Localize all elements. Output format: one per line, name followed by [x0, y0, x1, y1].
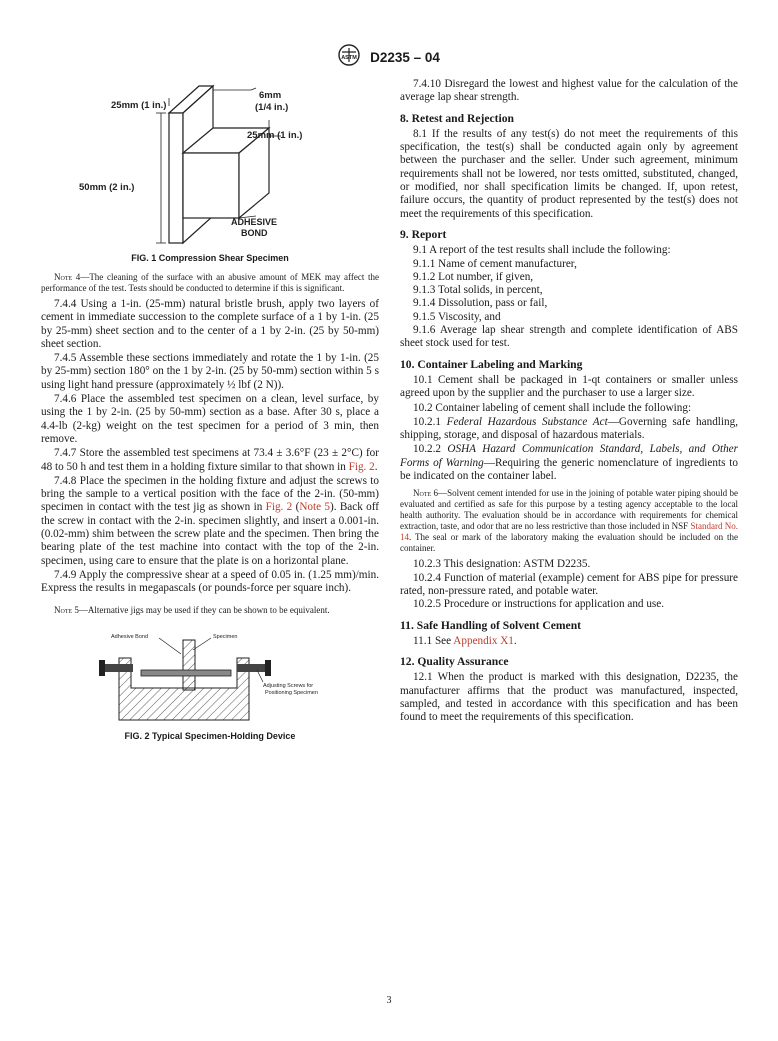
- compression-shear-specimen-drawing: [41, 78, 379, 248]
- label-thickness-in: (1/4 in.): [255, 102, 289, 113]
- section-9-heading: 9. Report: [400, 227, 447, 241]
- label-screws-2: Positioning Specimen: [265, 689, 318, 696]
- paragraph-10-1: 10.1 Cement shall be packaged in 1-qt containers or smaller unless agreed upon by the supplier and the purchaser to use a larger size.: [400, 373, 738, 400]
- specimen-holding-device-drawing: [41, 630, 379, 726]
- nsf-standard-link[interactable]: Standard No. 14: [400, 521, 738, 543]
- document-designation: D2235 – 04: [370, 50, 440, 65]
- astm-logo-icon: [338, 44, 360, 71]
- section-10-heading: 10. Container Labeling and Marking: [400, 357, 583, 371]
- note-5-link[interactable]: Note 5: [299, 501, 330, 514]
- paragraph-9-1-6: 9.1.6 Average lap shear strength and complete identification of ABS sheet stock used for test.: [400, 324, 738, 350]
- section-11-heading: 11. Safe Handling of Solvent Cement: [400, 618, 581, 632]
- figure-1-caption: FIG. 1 Compression Shear Specimen: [131, 253, 289, 264]
- fig-2-link[interactable]: Fig. 2: [348, 460, 375, 473]
- label-thickness: 6mm: [259, 90, 282, 101]
- label-screws-1: Adjusting Screws for: [263, 682, 314, 689]
- note-5: Note 5—Alternative jigs may be used if they can be shown to be equivalent.: [54, 604, 330, 615]
- figure-2: [41, 630, 379, 744]
- left-column: [41, 78, 379, 743]
- page-number: 3: [386, 995, 392, 1006]
- paragraph-10-2: 10.2 Container labeling of cement shall include the following:: [413, 401, 692, 414]
- appendix-x1-link[interactable]: Appendix X1: [453, 634, 514, 647]
- page-header: [0, 44, 778, 71]
- paragraph-10-2-4: 10.2.4 Function of material (example) cement for ABS pipe for pressure rated, non-pressure rated, and potable water.: [400, 571, 738, 597]
- paragraph-7-4-9: 7.4.9 Apply the compressive shear at a speed of 0.05 in. (1.25 mm)/min. Express the results in megapascals (or pounds-force per square inch).: [41, 568, 379, 595]
- label-top-width: 25mm (1 in.): [111, 100, 167, 111]
- section-12-heading: 12. Quality Assurance: [400, 655, 509, 669]
- paragraph-7-4-8: 7.4.8 Place the specimen in the holding fixture and adjust the screws to bring the sample to a vertical position with the face of the 2-in. (50-mm) specimen in contact with the test jig as shown in Fig. 2 (Note 5). Back off the screw in contact with the 2-in. specimen slightly, and insert a 0.001-in. (0.02-mm) shim between the screw plate and the specimen. Then bring the bearing plate of the test machine into contact with the top of the 2-in. specimen, using care to ensure that the plate is on a horizontal plane.: [41, 474, 379, 567]
- svg-text:ASTM: ASTM: [341, 55, 357, 61]
- paragraph-7-4-7: 7.4.7 Store the assembled test specimens at 73.4 ± 3.6°F (23 ± 2°C) for 48 to 50 h and test them in a holding fixture similar to that shown in Fig. 2.: [41, 447, 379, 473]
- figure-2-caption: FIG. 2 Typical Specimen-Holding Device: [124, 730, 296, 741]
- label-bond: BOND: [241, 228, 268, 238]
- paragraph-7-4-5: 7.4.5 Assemble these sections immediately and rotate the 1 by 1-in. (25 by 25-mm) section 180° on the 1 by 2-in. (25 by 50-mm) section within 5 s using light hand pressure (approximately ½ lbf (2 N)).: [41, 352, 379, 391]
- fig-2-link[interactable]: Fig. 2: [265, 501, 293, 514]
- paragraph-9-1-4: 9.1.4 Dissolution, pass or fail,: [413, 297, 548, 310]
- right-column: [400, 78, 738, 725]
- paragraph-9-1: 9.1 A report of the test results shall include the following:: [413, 244, 671, 257]
- note-6: Note 6—Solvent cement intended for use in the joining of potable water piping should be evaluated and certified as safe for this purpose by a testing agency acceptable to the local health authority. The evaluation should be in accordance with requirements for chemical extraction, taste, and odor that are no less restrictive than those included in NSF Standard No. 14. The seal or mark of the laboratory making the evaluation should be included on the container.: [400, 488, 739, 554]
- paragraph-9-1-5: 9.1.5 Viscosity, and: [413, 310, 501, 323]
- paragraph-10-2-3: 10.2.3 This designation: ASTM D2235.: [413, 558, 591, 571]
- paragraph-8-1: 8.1 If the results of any test(s) do not meet the requirements of this specification, the test(s) shall be conducted again only by agreement between the purchaser and the seller. Under such agreement, minimum requirements shall not be lowered, nor tests omitted, substituted, changed, or modified, nor shall specification limits be changed. If, upon retest, failure occurs, the quantity of product represented by the test(s) does not meet the requirements of this specification.: [400, 127, 738, 220]
- paragraph-7-4-10: 7.4.10 Disregard the lowest and highest value for the calculation of the average lap shear strength.: [400, 78, 738, 104]
- section-8-heading: 8. Retest and Rejection: [400, 111, 514, 125]
- paragraph-12-1: 12.1 When the product is marked with this designation, D2235, the manufacturer affirms that the product was manufactured, inspected, sampled, and tested in accordance with this specification and has been found to meet the requirements of this specification.: [400, 671, 738, 724]
- paragraph-7-4-4: 7.4.4 Using a 1-in. (25-mm) natural bristle brush, apply two layers of cement in immediate succession to the complete surface of a 1 by 1-in. (25 by 25-mm) sheet section and to the center of a 1 by 2-in. (25 by 50-mm) sheet section.: [41, 298, 379, 350]
- label-adhesive: ADHESIVE: [231, 217, 278, 227]
- paragraph-9-1-3: 9.1.3 Total solids, in percent,: [413, 284, 543, 297]
- paragraph-9-1-1: 9.1.1 Name of cement manufacturer,: [413, 257, 577, 270]
- paragraph-10-2-5: 10.2.5 Procedure or instructions for application and use.: [413, 598, 665, 611]
- label-block-width: 25mm (1 in.): [247, 130, 303, 141]
- label-adhesive-bond: Adhesive Bond: [111, 633, 148, 640]
- paragraph-10-2-1: 10.2.1 Federal Hazardous Substance Act—Governing safe handling, shipping, storage, and disposal of hazardous materials.: [400, 415, 738, 442]
- figure-1: [41, 78, 379, 264]
- note-4: Note 4—The cleaning of the surface with an abusive amount of MEK may affect the performance of the test. Tests should be conducted to determine if this is significant.: [41, 272, 379, 293]
- paragraph-10-2-2: 10.2.2 OSHA Hazard Communication Standard, Labels, and Other Forms of Warning—Requiring the generic nomenclature of ingredients to be indicated on the container label.: [400, 443, 739, 483]
- label-height: 50mm (2 in.): [79, 182, 135, 193]
- paragraph-9-1-2: 9.1.2 Lot number, if given,: [413, 270, 534, 283]
- paragraph-7-4-6: 7.4.6 Place the assembled test specimen on a clean, level surface, by using the 1 by 2-in. (25 by 50-mm) section as a base. After 30 s, place a 4.4-lb (2-kg) weight on the test specimen for a period of 3 min, then remove.: [41, 393, 379, 445]
- paragraph-11-1: 11.1 See Appendix X1.: [413, 634, 517, 647]
- label-specimen: Specimen: [213, 633, 238, 640]
